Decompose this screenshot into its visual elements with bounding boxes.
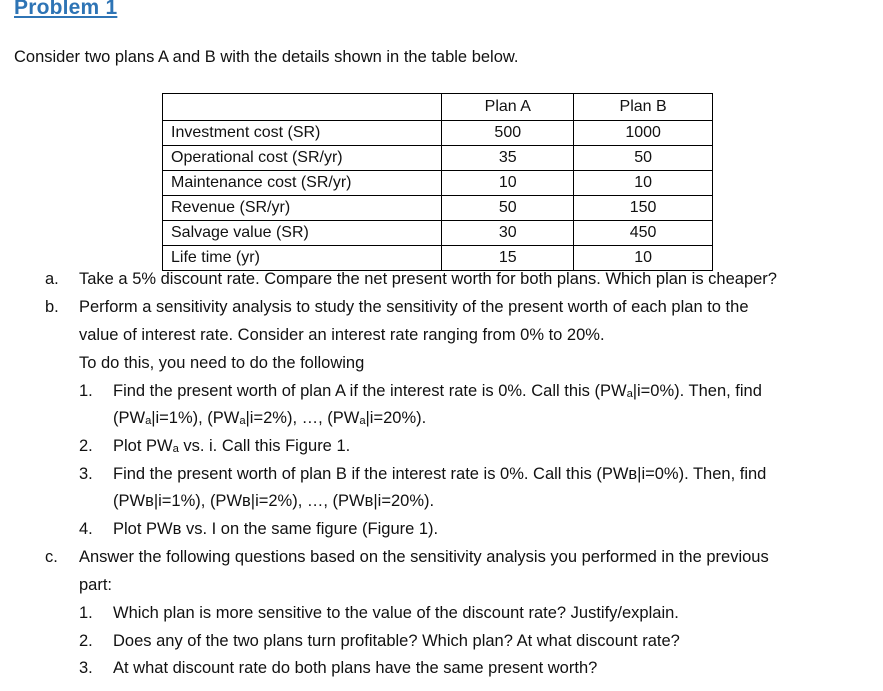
question-text: Does any of the two plans turn profitable? Which plan? At what discount rate?: [113, 632, 680, 650]
part-b-line: Perform a sensitivity analysis to study the sensitivity of the present worth of each plan to the: [79, 298, 749, 316]
table-row: [163, 121, 713, 146]
part-b-line: To do this, you need to do the following: [79, 354, 365, 372]
table-header-row: [163, 94, 713, 121]
plan-b-value: 450: [574, 221, 713, 246]
table-row: [163, 196, 713, 221]
row-label: Investment cost (SR): [163, 121, 442, 146]
plan-b-value: 10: [574, 246, 713, 271]
question-number: 3.: [79, 659, 93, 677]
row-label: Life time (yr): [163, 246, 442, 271]
plan-a-value: 15: [442, 246, 574, 271]
plan-b-value: 10: [574, 171, 713, 196]
table-header-cell: Plan A: [442, 94, 574, 121]
part-c-line: part:: [79, 576, 113, 594]
part-a-text: Take a 5% discount rate. Compare the net present worth for both plans. Which plan is cheaper?: [79, 270, 777, 288]
row-label: Salvage value (SR): [163, 221, 442, 246]
row-label: Operational cost (SR/yr): [163, 146, 442, 171]
plan-b-value: 50: [574, 146, 713, 171]
plan-a-value: 10: [442, 171, 574, 196]
plan-b-value: 1000: [574, 121, 713, 146]
plan-details-table: [162, 93, 713, 271]
step-text: Plot PWʙ vs. I on the same figure (Figure 1).: [113, 520, 439, 538]
part-b-marker: b.: [45, 298, 59, 316]
row-label: Maintenance cost (SR/yr): [163, 171, 442, 196]
step-number: 3.: [79, 465, 93, 483]
row-label: Revenue (SR/yr): [163, 196, 442, 221]
step-text: (PWʙ|i=1%), (PWʙ|i=2%), …, (PWʙ|i=20%).: [113, 492, 435, 510]
part-a-marker: a.: [45, 270, 59, 288]
part-c-marker: c.: [45, 548, 58, 566]
step-text: Find the present worth of plan A if the interest rate is 0%. Call this (PWₐ|i=0%). Then, find: [113, 382, 762, 400]
table-row: [163, 146, 713, 171]
question-text: At what discount rate do both plans have the same present worth?: [113, 659, 598, 677]
question-number: 2.: [79, 632, 93, 650]
step-number: 1.: [79, 382, 93, 400]
question-text: Which plan is more sensitive to the value of the discount rate? Justify/explain.: [113, 604, 679, 622]
table-row: [163, 171, 713, 196]
plan-a-value: 500: [442, 121, 574, 146]
table-row: [163, 246, 713, 271]
step-text: Find the present worth of plan B if the interest rate is 0%. Call this (PWʙ|i=0%). Then, find: [113, 465, 767, 483]
intro-text: Consider two plans A and B with the details shown in the table below.: [14, 48, 519, 66]
plan-a-value: 30: [442, 221, 574, 246]
problem-title: Problem 1: [14, 0, 118, 19]
question-number: 1.: [79, 604, 93, 622]
plan-a-value: 35: [442, 146, 574, 171]
step-text: Plot PWₐ vs. i. Call this Figure 1.: [113, 437, 351, 455]
step-number: 4.: [79, 520, 93, 538]
part-c-line: Answer the following questions based on the sensitivity analysis you performed in the previous: [79, 548, 769, 566]
plan-a-value: 50: [442, 196, 574, 221]
table-row: [163, 221, 713, 246]
plan-b-value: 150: [574, 196, 713, 221]
table-header-cell: [163, 94, 442, 121]
table-header-cell: Plan B: [574, 94, 713, 121]
step-number: 2.: [79, 437, 93, 455]
part-b-line: value of interest rate. Consider an interest rate ranging from 0% to 20%.: [79, 326, 605, 344]
step-text: (PWₐ|i=1%), (PWₐ|i=2%), …, (PWₐ|i=20%).: [113, 409, 427, 427]
